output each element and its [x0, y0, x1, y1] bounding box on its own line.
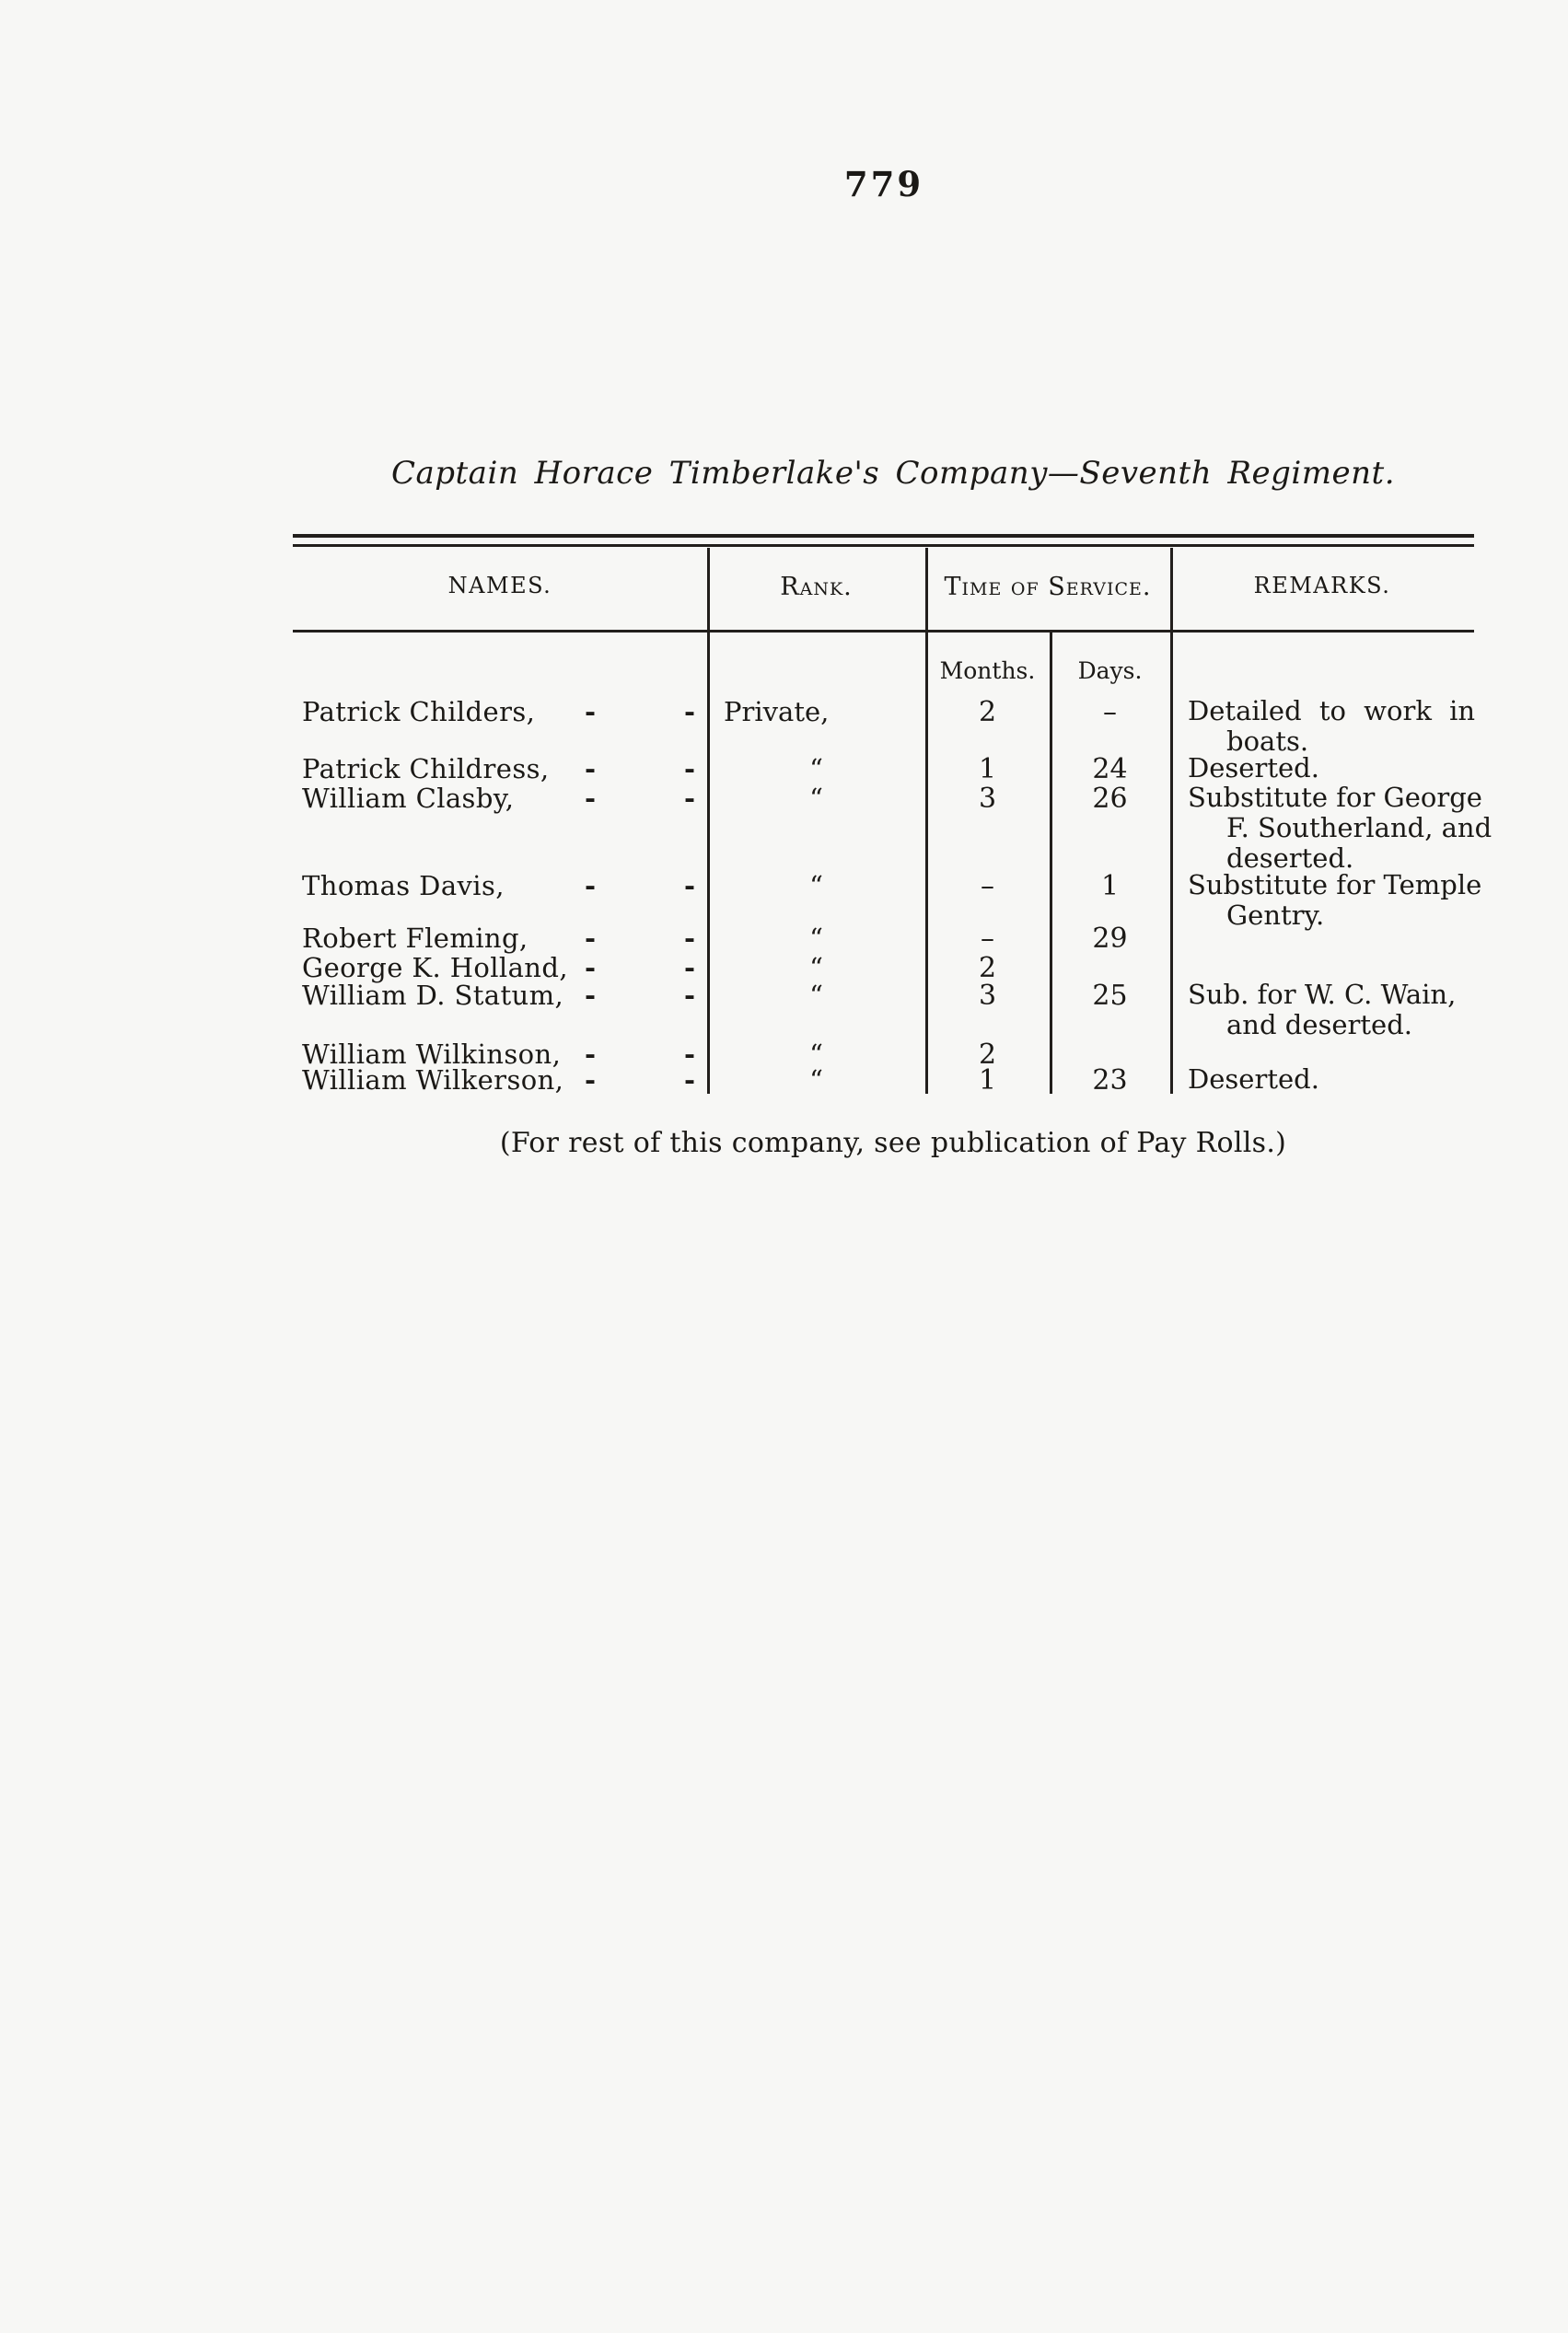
- leader-dash: -: [683, 952, 696, 983]
- leader-dash: -: [683, 870, 696, 901]
- remarks-line: Sub. for W. C. Wain,: [1188, 979, 1457, 1010]
- months-cell: –: [981, 923, 994, 955]
- days-cell: 26: [1092, 783, 1128, 815]
- months-cell: 2: [978, 952, 997, 984]
- name-cell: Patrick Childress,: [302, 753, 550, 784]
- column-header-time-of-service: Time of Service.: [944, 573, 1152, 601]
- days-cell: 23: [1092, 1064, 1128, 1097]
- months-cell: 2: [978, 1039, 997, 1071]
- divider-service-remarks: [1170, 548, 1173, 1094]
- column-header-remarks: REMARKS.: [1253, 573, 1391, 598]
- name-cell: William Wilkerson,: [302, 1064, 564, 1096]
- name-cell: George K. Holland,: [302, 952, 568, 983]
- column-header-names: NAMES.: [447, 573, 552, 598]
- months-cell: 3: [978, 783, 997, 815]
- leader-dash: -: [584, 1064, 597, 1096]
- header-underline-rule: [293, 630, 1474, 633]
- remarks-cell: [1188, 695, 1476, 757]
- leader-dash: -: [683, 980, 696, 1011]
- document-title: Captain Horace Timberlake's Company—Seventh Regiment.: [390, 455, 1396, 492]
- remarks-cell: [1188, 753, 1471, 783]
- remarks-cell: [1188, 980, 1471, 1040]
- leader-dash: -: [584, 980, 597, 1011]
- leader-dash: -: [683, 696, 696, 727]
- leader-dash: -: [584, 696, 597, 727]
- remarks-cell: [1188, 1064, 1471, 1095]
- name-cell: William Clasby,: [302, 783, 515, 814]
- rank-cell: “: [809, 1064, 823, 1096]
- divider-rank-service: [925, 548, 928, 1094]
- leader-dash: -: [683, 1039, 696, 1070]
- months-cell: 2: [978, 696, 997, 728]
- remarks-line: F. Southerland, and: [1226, 812, 1493, 843]
- rank-cell: “: [809, 870, 823, 901]
- days-cell: –: [1103, 696, 1117, 728]
- remarks-line: Deserted.: [1188, 1063, 1319, 1095]
- months-cell: –: [981, 870, 994, 902]
- leader-dash: -: [683, 783, 696, 814]
- remarks-line: deserted.: [1226, 842, 1354, 874]
- leader-dash: -: [584, 1039, 597, 1070]
- table-top-rule-thick: [293, 534, 1474, 538]
- remarks-cell: [1188, 869, 1482, 931]
- muster-roll-table: [293, 532, 1493, 1112]
- rank-cell: “: [809, 1039, 823, 1070]
- leader-dash: -: [584, 923, 597, 954]
- rank-cell: “: [809, 952, 823, 983]
- name-cell: William D. Statum,: [302, 980, 564, 1011]
- page-number: 779: [843, 164, 924, 204]
- months-cell: 3: [978, 980, 997, 1012]
- name-cell: Robert Fleming,: [302, 923, 528, 954]
- name-cell: William Wilkinson,: [302, 1039, 562, 1070]
- rank-cell: Private,: [724, 696, 830, 727]
- rank-cell: “: [809, 753, 823, 784]
- days-cell: 1: [1100, 870, 1120, 902]
- remarks-line: Detailed to work in: [1188, 695, 1476, 726]
- table-top-rule-thin: [293, 544, 1474, 547]
- subheader-days: Days.: [1077, 657, 1143, 684]
- days-cell: 24: [1092, 753, 1128, 785]
- remarks-line: Substitute for Temple: [1188, 869, 1482, 900]
- rank-cell: “: [809, 783, 823, 814]
- months-cell: 1: [978, 753, 997, 785]
- remarks-line: Deserted.: [1188, 752, 1319, 783]
- days-cell: 29: [1092, 923, 1128, 955]
- remarks-line: and deserted.: [1226, 1009, 1412, 1040]
- leader-dash: -: [584, 783, 597, 814]
- remarks-cell: [1188, 782, 1493, 874]
- rank-cell: “: [809, 923, 823, 954]
- days-cell: 25: [1092, 980, 1128, 1012]
- leader-dash: -: [584, 952, 597, 983]
- footnote: (For rest of this company, see publication of Pay Rolls.): [499, 1127, 1287, 1159]
- subheader-months: Months.: [939, 657, 1036, 684]
- months-cell: 1: [978, 1064, 997, 1097]
- name-cell: Patrick Childers,: [302, 696, 536, 727]
- rank-cell: “: [809, 980, 823, 1011]
- name-cell: Thomas Davis,: [302, 870, 505, 901]
- column-header-rank: Rank.: [780, 573, 853, 601]
- leader-dash: -: [584, 870, 597, 901]
- leader-dash: -: [683, 753, 696, 784]
- remarks-line: boats.: [1226, 725, 1309, 757]
- remarks-line: Substitute for George: [1188, 782, 1482, 813]
- remarks-line: Gentry.: [1226, 900, 1325, 931]
- leader-dash: -: [683, 1064, 696, 1096]
- leader-dash: -: [584, 753, 597, 784]
- divider-names-rank: [707, 548, 710, 1094]
- leader-dash: -: [683, 923, 696, 954]
